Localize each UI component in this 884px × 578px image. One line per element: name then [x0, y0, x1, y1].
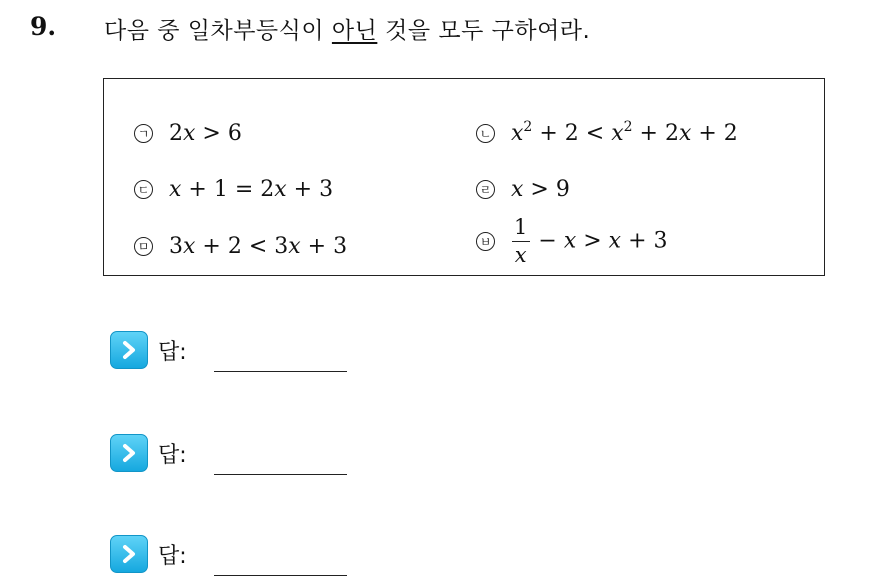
- question-text-before: 다음 중 일차부등식이: [104, 18, 332, 44]
- choice-1: [134, 121, 242, 146]
- choice-expression: 3x + 2 < 3x + 3: [169, 234, 348, 259]
- fraction: $\frac{1}{x}$: [511, 217, 530, 266]
- question-text: [104, 12, 590, 45]
- choice-marker: ㅂ: [476, 232, 495, 251]
- choice-marker: ㄷ: [134, 180, 153, 199]
- answer-blank[interactable]: [214, 474, 347, 475]
- chevron-right-icon: [110, 331, 148, 369]
- answer-row-3: [110, 535, 187, 573]
- question-number: 9.: [30, 12, 57, 41]
- choice-expression: x + 1 = 2x + 3: [169, 177, 334, 202]
- answer-label: 답:: [158, 543, 187, 569]
- choice-expression: x > 9: [511, 177, 570, 202]
- choice-expression: 2x > 6: [169, 121, 242, 146]
- chevron-right-icon: [110, 535, 148, 573]
- choice-3: [134, 177, 333, 202]
- choice-marker: ㅁ: [134, 237, 153, 256]
- choice-2: [476, 121, 738, 146]
- choice-5: [134, 234, 347, 259]
- choice-4: [476, 177, 570, 202]
- choice-marker: ㄹ: [476, 180, 495, 199]
- choice-expression: $\frac{1}{x}$ − x > x + 3: [511, 217, 668, 266]
- answer-label: 답:: [158, 442, 187, 468]
- answer-row-2: [110, 434, 187, 472]
- answer-blank[interactable]: [214, 575, 347, 576]
- answer-blank[interactable]: [214, 371, 347, 372]
- choice-marker: ㄴ: [476, 124, 495, 143]
- question-text-underlined: 아닌: [331, 18, 378, 44]
- choice-expression: $x^2 + 2 < x^2 + 2x + 2$: [511, 119, 738, 146]
- chevron-right-icon: [110, 434, 148, 472]
- answer-row-1: [110, 331, 187, 369]
- choice-marker: ㄱ: [134, 124, 153, 143]
- choices-box: [103, 78, 825, 276]
- answer-label: 답:: [158, 339, 187, 365]
- choice-6: [476, 217, 668, 266]
- question-text-after: 것을 모두 구하여라.: [377, 18, 591, 44]
